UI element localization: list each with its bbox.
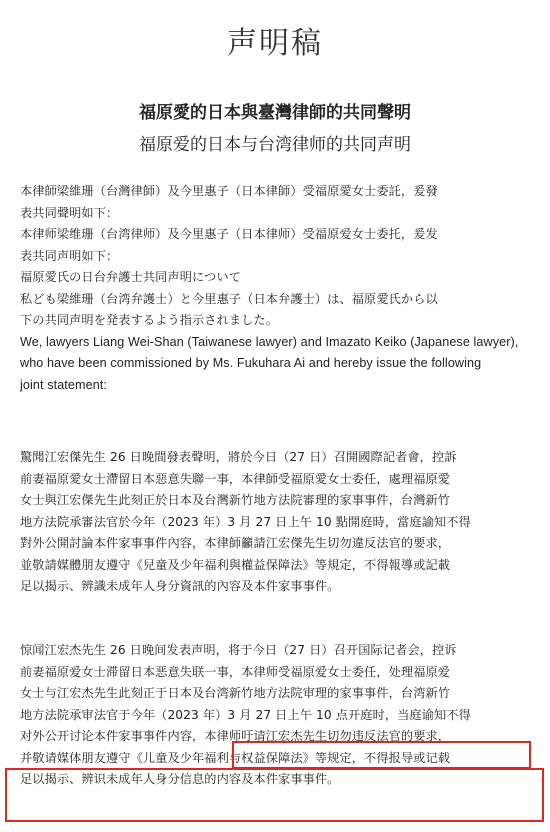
- text-line: 表共同声明如下：: [20, 248, 119, 263]
- text-line: 女士与江宏杰先生此刻正于日本及台湾新竹地方法院审理的家事事件，台湾新竹: [20, 686, 451, 700]
- text-line: 本律师梁维珊（台湾律师）及今里惠子（日本律师）受福原爱女士委托，爰发: [20, 227, 438, 241]
- english-line: We, lawyers Liang Wei-Shan (Taiwanese lawyer) and Imazato Keiko (Japanese lawyer),: [20, 334, 519, 349]
- text-line: 对外公开讨论本件家事事件内容，本律师吁请江宏杰先生切勿违反法官的要求，: [20, 729, 451, 743]
- text-line: 前妻福原愛女士滯留日本惡意失聯一事，本律師受福原愛女士委任，處理福原愛: [20, 471, 451, 486]
- text-line: 女士與江宏傑先生此刻正於日本及台灣新竹地方法院審理的家事事件，台灣新竹: [20, 493, 451, 507]
- english-line: who have been commissioned by Ms. Fukuhara Ai and hereby issue the following: [20, 356, 482, 370]
- english-line: joint statement:: [20, 377, 108, 392]
- text-line: 並敬請媒體朋友遵守《兒童及少年福利與權益保障法》等規定，不得報導或記載: [20, 557, 451, 572]
- text-line: 對外公開討論本件家事事件內容，本律師籲請江宏傑先生切勿違反法官的要求，: [20, 536, 451, 550]
- text-line: 地方法院承审法官于今年（2023 年）3 月 27 日上午 10 点开庭时，当庭谕知不得: [20, 707, 471, 722]
- text-line: 足以揭示、辨识未成年人身分信息的内容及本件家事事件。: [20, 772, 340, 786]
- traditional-paragraph: [20, 447, 535, 598]
- text-line: 下の共同声明を発表するよう指示されました。: [20, 313, 279, 327]
- text-line: 驚聞江宏傑先生 26 日晚間發表聲明，將於今日（27 日）召開國際記者會，控訴: [20, 450, 457, 464]
- document-title: 声明稿: [227, 26, 323, 61]
- text-line: 地方法院承審法官於今年（2023 年）3 月 27 日上午 10 點開庭時，當庭諭知不得: [20, 514, 471, 529]
- text-line: 惊闻江宏杰先生 26 日晚间发表声明，将于今日（27 日）召开国际记者会，控诉: [20, 643, 457, 657]
- highlight-box: [232, 741, 531, 769]
- text-line: 足以揭示、辨識未成年人身分資訊的內容及本件家事事件。: [20, 579, 340, 593]
- text-line: 前妻福原爱女士滞留日本恶意失联一事，本律师受福原爱女士委任，处理福原爱: [20, 664, 451, 679]
- text-line: 表共同聲明如下：: [20, 205, 119, 220]
- text-line: 本律師梁維珊（台灣律師）及今里惠子（日本律師）受福原愛女士委託，爰發: [20, 184, 438, 198]
- subtitle-simplified: 福原爱的日本与台湾律师的共同声明: [139, 135, 411, 155]
- intro-paragraph: [20, 181, 535, 396]
- text-line: 福原愛氏の日台弁護士共同声明について: [20, 270, 241, 284]
- subtitle-traditional: 福原愛的日本與臺灣律師的共同聲明: [139, 103, 411, 123]
- highlight-box: [5, 768, 544, 822]
- text-line: 私ども梁維珊（台湾弁護士）と今里惠子（日本弁護士）は、福原愛氏から以: [20, 291, 438, 306]
- text-line: 并敬请媒体朋友遵守《儿童及少年福利与权益保障法》等规定，不得报导或记载: [20, 750, 451, 765]
